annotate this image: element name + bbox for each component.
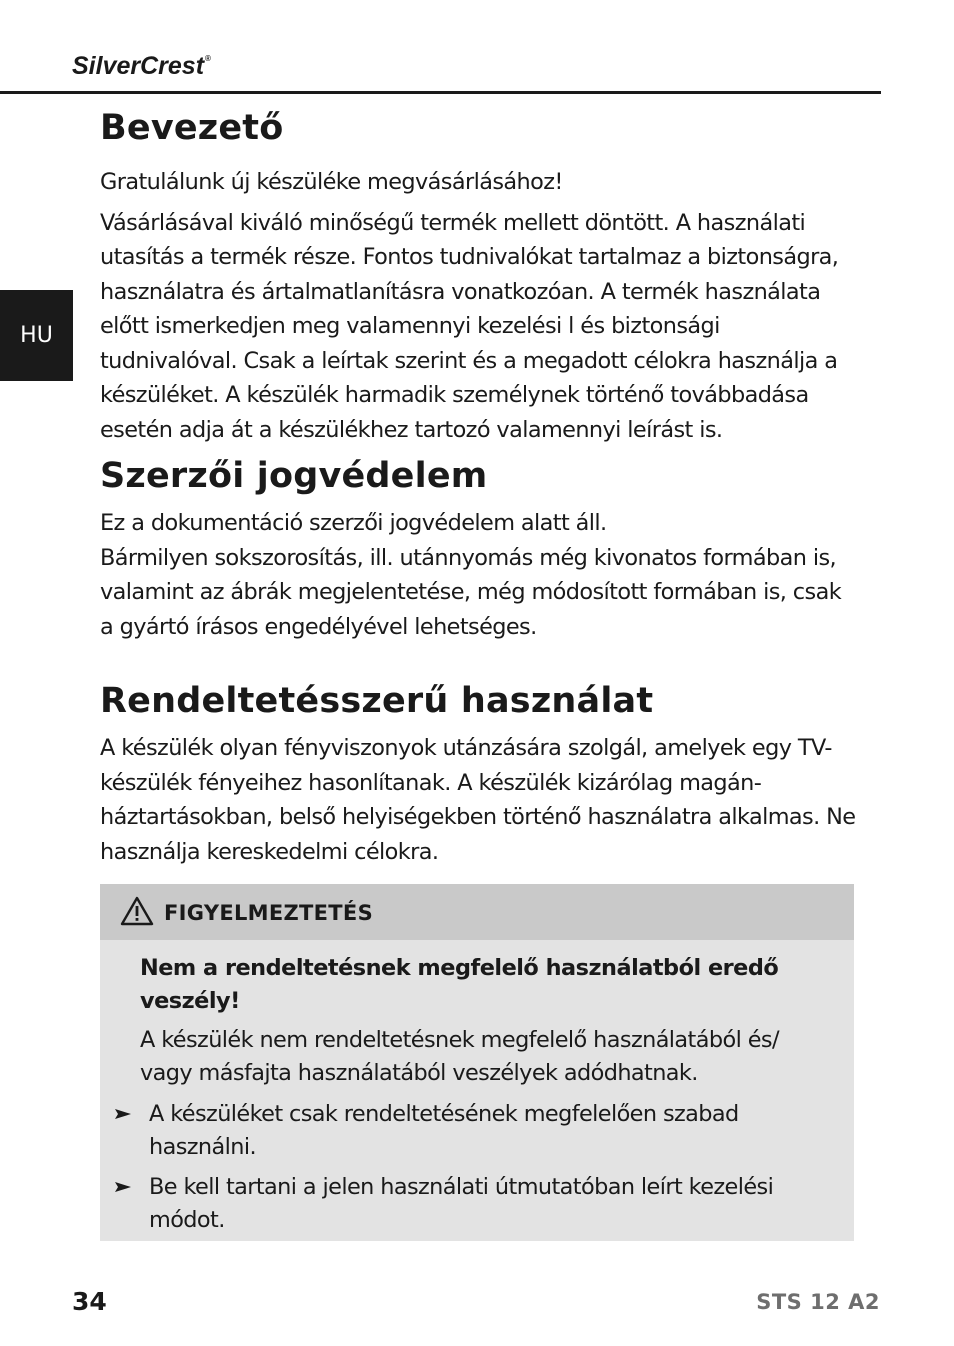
warning-subtitle: Nem a rendeltetésnek megfelelő használatból eredő veszély! <box>140 955 779 1014</box>
arrow-right-icon <box>114 1106 132 1122</box>
language-tab <box>0 290 73 381</box>
section-introduction <box>100 108 860 447</box>
list-item-text: A készüléket csak rendeltetésének megfelelően szabad használni. <box>149 1101 739 1160</box>
paragraph: A készülék olyan fényviszonyok utánzására szolgál, amelyek egy TV-készülék fényeihez hasonlítanak. A készülék kizárólag magán-háztartásokban, belső helyiségekben történő használatra alkalmas. Ne használja kereskedelmi célokra. <box>100 735 856 865</box>
warning-header <box>100 884 854 940</box>
warning-text: A készülék nem rendeltetésnek megfelelő használatából és/ vagy másfajta használatából veszélyek adódhatnak. <box>140 1027 779 1086</box>
model-number: STS 12 A2 <box>756 1290 880 1314</box>
brand-logo-text: SilverCrest <box>72 52 205 80</box>
warning-title: FIGYELMEZTETÉS <box>164 901 374 925</box>
page-number: 34 <box>72 1287 107 1316</box>
section-heading: Bevezető <box>100 108 284 148</box>
paragraph: Bármilyen sokszorosítás, ill. utánnyomás még kivonatos formában is, valamint az ábrák megjelentetése, még módosított formában is, csak a gyártó írásos engedélyével lehetséges. <box>100 544 842 640</box>
warning-box <box>100 884 854 1241</box>
section-copyright <box>100 456 860 644</box>
section-intended-use <box>100 681 860 869</box>
paragraph: Gratulálunk új készüléke megvásárlásához! <box>100 169 563 195</box>
arrow-right-icon <box>114 1179 132 1195</box>
list-item-text: Be kell tartani a jelen használati útmutatóban leírt kezelési módot. <box>149 1174 774 1233</box>
section-heading: Rendeltetésszerű használat <box>100 681 654 721</box>
warning-triangle-icon <box>120 896 154 926</box>
header-divider <box>0 91 881 94</box>
section-heading: Szerzői jogvédelem <box>100 456 488 496</box>
paragraph: Vásárlásával kiváló minőségű termék mellett döntött. A használati utasítás a termék része. Fontos tudnivalókat tartalmaz a biztonságra, használatra és ártalmatlanításra vonatkozóan. A termék használata előtt ismerkedjen meg valamennyi kezelési l és biztonsági tudnivalóval. Csak a leírtak szerint és a megadott célokra használja a készüléket. A készülék harmadik személynek történő továbbadása esetén adja át a készülékhez tartozó valamennyi leírást is. <box>100 209 839 443</box>
brand-logo <box>72 52 211 81</box>
registered-mark: ® <box>205 54 211 63</box>
language-tab-label: HU <box>20 323 53 348</box>
paragraph: Ez a dokumentáció szerzői jogvédelem alatt áll. <box>100 510 607 536</box>
